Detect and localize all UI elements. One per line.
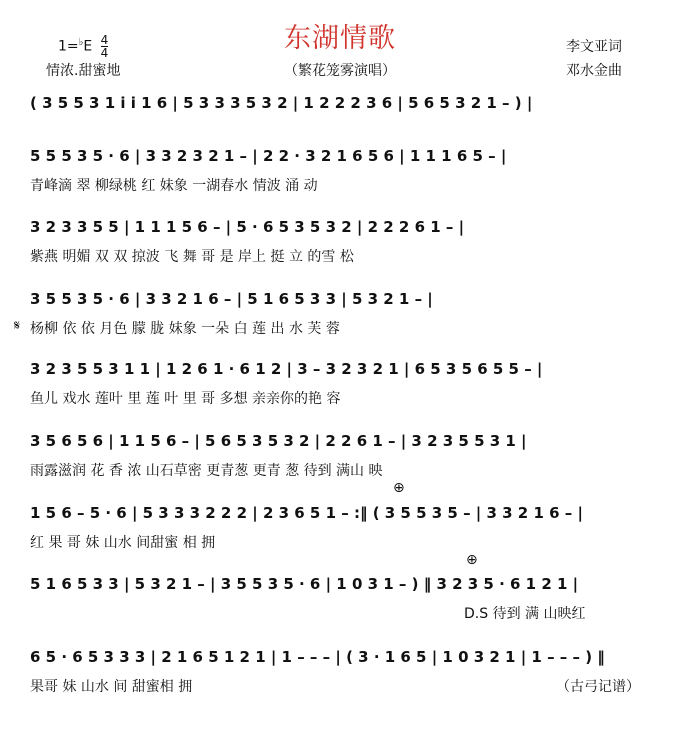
lyrics-row-2: 青峰滴 翠 柳绿桃 红 妹象 一湖春水 情波 涌 动 xyxy=(30,178,318,194)
coda-icon-2: ⊕ xyxy=(466,552,478,568)
lyrics-row-6: 雨露滋润 花 香 浓 山石草密 更青葱 更青 葱 待到 满山 映 xyxy=(30,463,383,479)
notation-row-9: 6 5 · 6 5 3 3 3 | 2 1 6 5 1 2 1 | 1 – – – | ( 3 · 1 6 5 | 1 0 3 2 1 | 1 – – – ) ‖ xyxy=(30,648,605,666)
flat-icon: ♭ xyxy=(78,36,84,48)
coda-icon-1: ⊕ xyxy=(393,480,405,496)
notation-row-1: ( 3 5 5 3 1 i i 1 6 | 5 3 3 3 5 3 2 | 1 2 2 2 3 6 | 5 6 5 3 2 1 – ) | xyxy=(30,94,533,112)
tempo-marking: 情浓.甜蜜地 xyxy=(46,63,121,79)
segno-icon: 𝄋 xyxy=(14,318,21,334)
lyrics-row-8: D.S 待到 满 山映红 xyxy=(464,606,586,622)
time-signature-top: 4 xyxy=(100,33,109,47)
time-signature-bottom: 4 xyxy=(100,46,109,60)
transcriber-credit: （古弓记谱） xyxy=(556,679,640,695)
notation-row-6: 3 5 6 5 6 | 1 1 5 6 – | 5 6 5 3 5 3 2 | 2 2 6 1 – | 3 2 3 5 5 3 1 | xyxy=(30,432,527,450)
song-subtitle: （繁花笼雾演唱） xyxy=(284,63,396,79)
notation-row-4: 3 5 5 3 5 · 6 | 3 3 2 1 6 – | 5 1 6 5 3 3 | 5 3 2 1 – | xyxy=(30,290,433,308)
notation-row-5: 3 2 3 5 5 3 1 1 | 1 2 6 1 · 6 1 2 | 3 – 3 2 3 2 1 | 6 5 3 5 6 5 5 – | xyxy=(30,360,543,378)
lyrics-row-7: 红 果 哥 妹 山水 间甜蜜 相 拥 xyxy=(30,535,216,551)
key-signature xyxy=(58,34,108,59)
composer-credit: 邓水金曲 xyxy=(566,63,622,79)
key-note: E xyxy=(83,38,93,55)
key-prefix: 1= xyxy=(58,38,79,55)
lyrics-row-5: 鱼儿 戏水 莲叶 里 莲 叶 里 哥 多想 亲亲你的艳 容 xyxy=(30,391,341,407)
notation-row-7: 1 5 6 – 5 · 6 | 5 3 3 3 2 2 2 | 2 3 6 5 1 – :‖ ( 3 5 5 3 5 – | 3 3 2 1 6 – | xyxy=(30,504,583,522)
lyricist-credit: 李文亚词 xyxy=(566,39,622,55)
lyrics-row-9: 果哥 妹 山水 间 甜蜜相 拥 xyxy=(30,679,193,695)
time-signature xyxy=(101,34,109,59)
song-title: 东湖情歌 xyxy=(284,23,396,54)
notation-row-2: 5 5 5 3 5 · 6 | 3 3 2 3 2 1 – | 2 2 · 3 2 1 6 5 6 | 1 1 1 6 5 – | xyxy=(30,147,507,165)
lyrics-row-4: 杨柳 依 依 月色 朦 胧 妹象 一朵 白 莲 出 水 芙 蓉 xyxy=(30,321,340,337)
notation-row-3: 3 2 3 3 5 5 | 1 1 1 5 6 – | 5 · 6 5 3 5 3 2 | 2 2 2 6 1 – | xyxy=(30,218,465,236)
lyrics-row-3: 紫燕 明媚 双 双 掠波 飞 舞 哥 是 岸上 挺 立 的雪 松 xyxy=(30,249,354,265)
notation-row-8: 5 1 6 5 3 3 | 5 3 2 1 – | 3 5 5 3 5 · 6 | 1 0 3 1 – ) ‖ 3 2 3 5 · 6 1 2 1 | xyxy=(30,575,579,593)
